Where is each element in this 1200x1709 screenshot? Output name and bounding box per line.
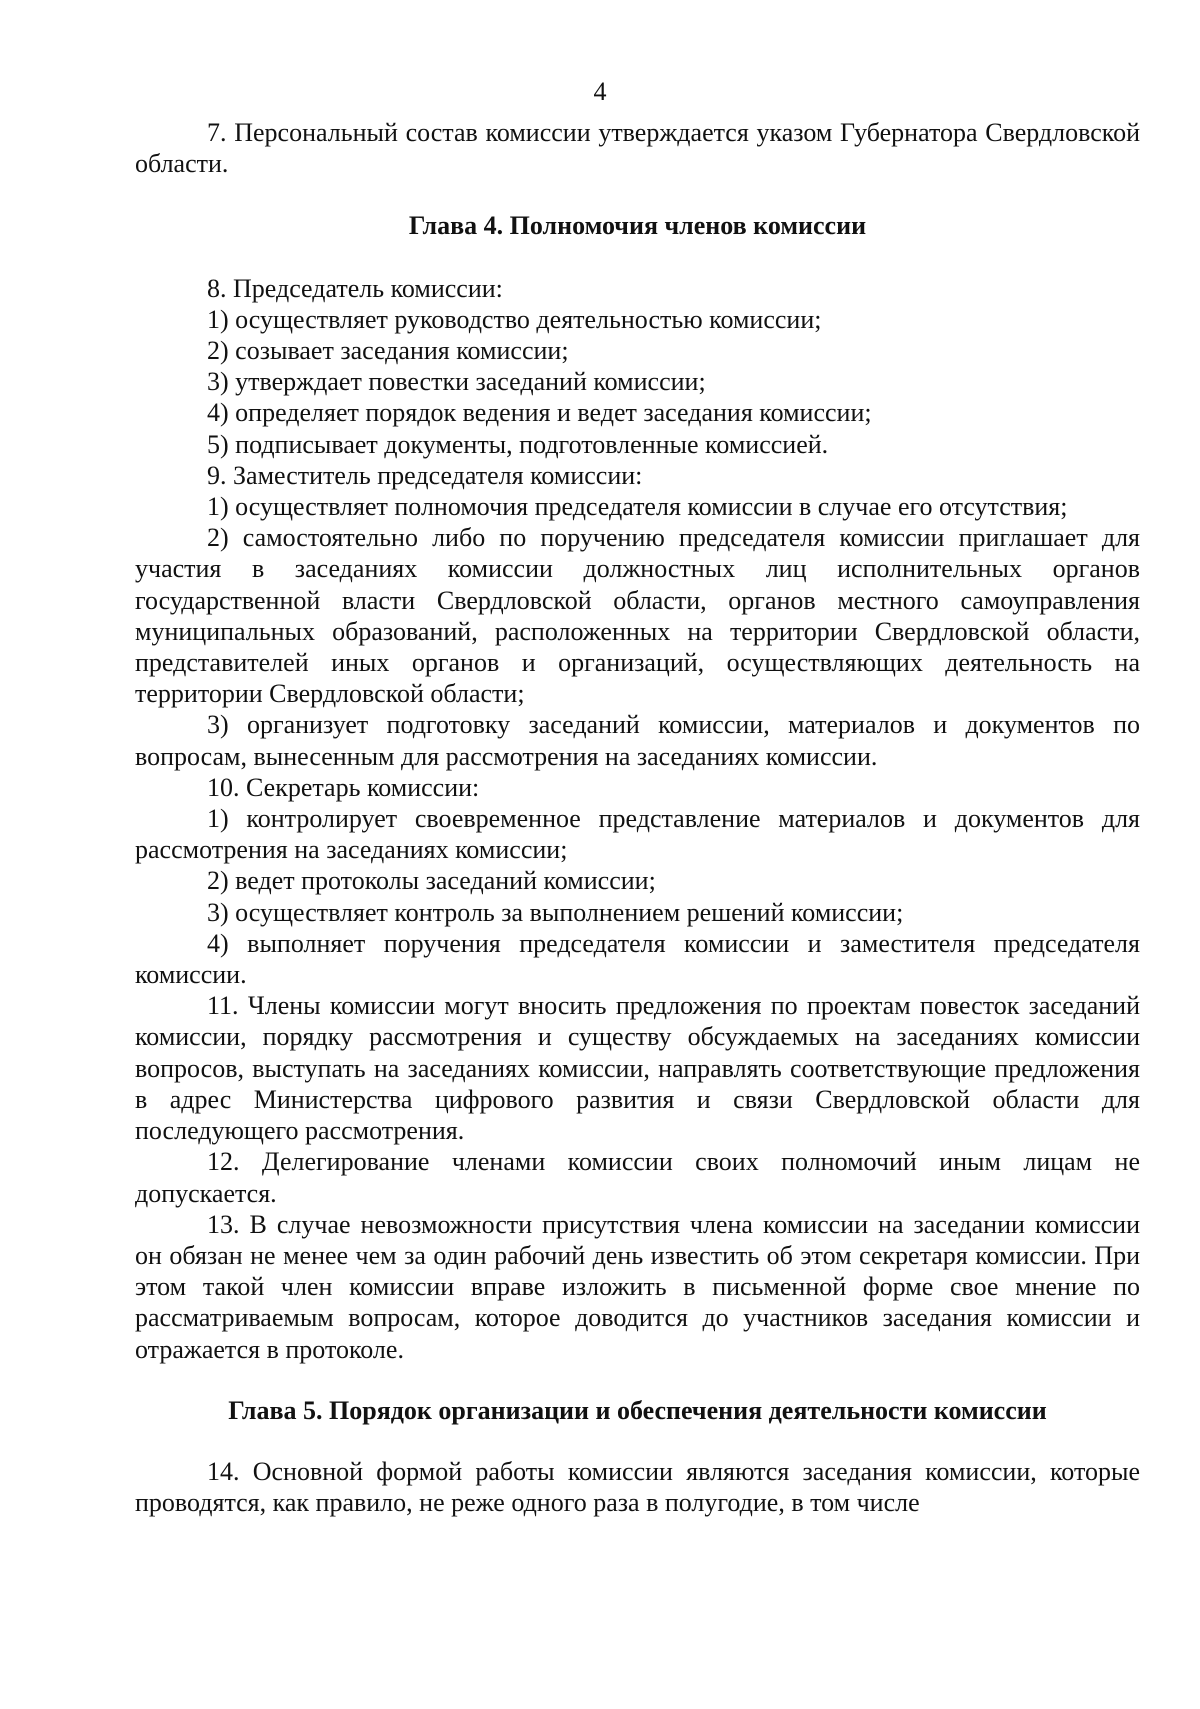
paragraph-13: 13. В случае невозможности присутствия члена комиссии на заседании комиссии он обязан не менее чем за один рабочий день известить об этом секретаря комиссии. При этом такой член комиссии вправе изложить в письменной форме свое мнение по рассматриваемым вопросам, которое доводится до участников заседания комиссии и отражается в протоколе. bbox=[135, 1209, 1140, 1364]
page-number: 4 bbox=[593, 77, 607, 106]
paragraph-7: 7. Персональный состав комиссии утверждается указом Губернатора Свердловской области. bbox=[135, 118, 1140, 179]
chapter-5-heading: Глава 5. Порядок организации и обеспечения деятельности комиссии bbox=[228, 1395, 1047, 1425]
paragraph-10-item-2: 2) ведет протоколы заседаний комиссии; bbox=[207, 866, 656, 896]
paragraph-10-item-3: 3) осуществляет контроль за выполнением решений комиссии; bbox=[207, 897, 904, 927]
paragraph-11: 11. Члены комиссии могут вносить предложения по проектам повесток заседаний комиссии, порядку рассмотрения и существу обсуждаемых на заседаниях комиссии вопросов, выступать на заседаниях комиссии, направлять соответствующие предложения в адрес Министерства цифрового развития и связи Свердловской области для последующего рассмотрения. bbox=[135, 991, 1140, 1146]
paragraph-12: 12. Делегирование членами комиссии своих полномочий иным лицам не допускается. bbox=[135, 1147, 1140, 1208]
paragraph-14: 14. Основной формой работы комиссии являются заседания комиссии, которые проводятся, как правило, не реже одного раза в полугодие, в том числе bbox=[135, 1456, 1140, 1518]
paragraph-9-item-3: 3) организует подготовку заседаний комиссии, материалов и документов по вопросам, вынесенным для рассмотрения на заседаниях комиссии. bbox=[135, 710, 1140, 771]
chapter-4-heading: Глава 4. Полномочия членов комиссии bbox=[408, 211, 867, 241]
paragraph-8-item-3: 3) утверждает повестки заседаний комиссии; bbox=[207, 367, 706, 397]
paragraph-8-item-2: 2) созывает заседания комиссии; bbox=[207, 336, 569, 366]
paragraph-8-item-1: 1) осуществляет руководство деятельностью комиссии; bbox=[207, 304, 822, 334]
paragraph-9-item-2: 2) самостоятельно либо по поручению председателя комиссии приглашает для участия в заседаниях комиссии должностных лиц исполнительных органов государственной власти Свердловской области, органов местного самоуправления муниципальных образований, расположенных на территории Свердловской области, представителей иных органов и организаций, осуществляющих деятельность на территории Свердловской области; bbox=[135, 523, 1140, 709]
paragraph-10: 10. Секретарь комиссии: bbox=[207, 772, 480, 802]
paragraph-10-item-4: 4) выполняет поручения председателя комиссии и заместителя председателя комиссии. bbox=[135, 928, 1140, 990]
paragraph-8: 8. Председатель комиссии: bbox=[207, 273, 503, 303]
paragraph-8-item-5: 5) подписывает документы, подготовленные комиссией. bbox=[207, 429, 829, 459]
paragraph-8-item-4: 4) определяет порядок ведения и ведет заседания комиссии; bbox=[207, 398, 872, 428]
paragraph-9-item-1: 1) осуществляет полномочия председателя комиссии в случае его отсутствия; bbox=[207, 492, 1068, 522]
document-body bbox=[135, 117, 1140, 1518]
paragraph-9: 9. Заместитель председателя комиссии: bbox=[207, 460, 643, 490]
paragraph-10-item-1: 1) контролирует своевременное представление материалов и документов для рассмотрения на заседаниях комиссии; bbox=[135, 804, 1140, 865]
